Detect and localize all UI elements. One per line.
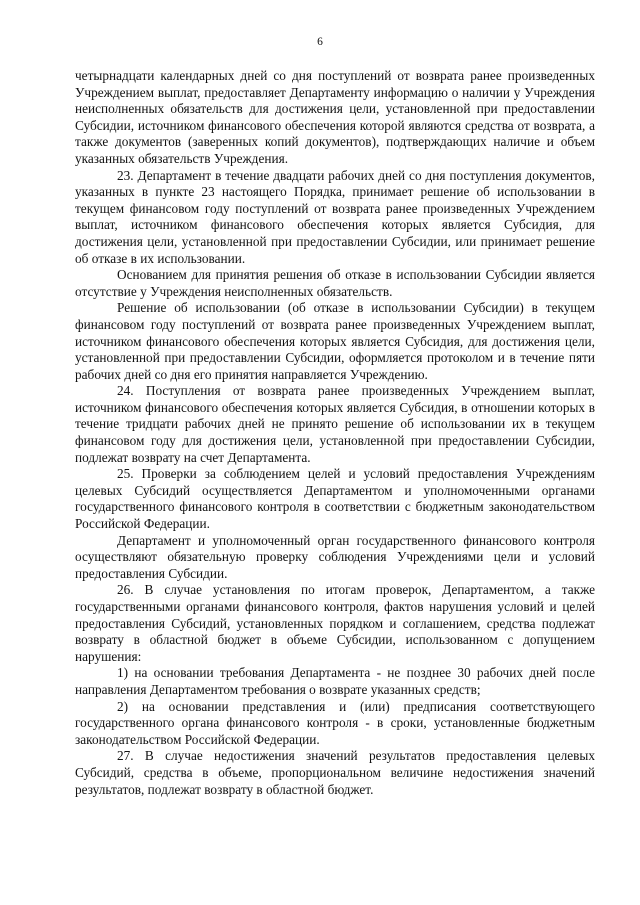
paragraph-26-item-2: 2) на основании представления и (или) предписания соответствующего государственного органа финансового контроля - в сроки, установленные бюджетным законодательством Российской Федерации. [75,698,595,747]
paragraph-25: 25. Проверки за соблюдением целей и условий предоставления Учреждениям целевых Субсидий осуществляется Департаментом и уполномоченными органами государственного финансового контроля в соответствии с бюджетным законодательством Российской Федерации. [75,466,595,532]
document-body [75,68,595,798]
paragraph-27: 27. В случае недостижения значений результатов предоставления целевых Субсидий, средства в объеме, пропорциональном величине недостижения значений результатов, подлежат возврату в областной бюджет. [75,748,595,797]
paragraph-continuation: четырнадцати календарных дней со дня поступлений от возврата ранее произведенных Учреждением выплат, предоставляет Департаменту информацию о наличии у Учреждения неисполненных обязательств для достижения цели, установленной при предоставлении Субсидии, источником финансового обеспечения которой являются средства от возврата, а также документов (заверенных копий документов), подтверждающих наличие и объем указанных обязательств Учреждения. [75,68,595,166]
page-number: 6 [317,36,323,48]
paragraph-24: 24. Поступления от возврата ранее произведенных Учреждением выплат, источником финансового обеспечения которых является Субсидия, в отношении которых в течение тридцати рабочих дней не принято решение об использовании их в текущем финансовом году для достижения цели, установленной при предоставлении Субсидии, подлежат возврату на счет Департамента. [75,383,595,465]
paragraph-26-item-1: 1) на основании требования Департамента - не позднее 30 рабочих дней после направления Департаментом требования о возврате указанных средств; [75,665,595,697]
paragraph-control: Департамент и уполномоченный орган государственного финансового контроля осуществляют обязательную проверку соблюдения Учреждениями цели и условий предоставления Субсидии. [75,532,595,581]
paragraph-decision: Решение об использовании (об отказе в использовании Субсидии) в текущем финансовом году поступлений от возврата ранее произведенных Учреждением выплат, источником финансового обеспечения которых является Субсидия, для достижения цели, установленной при предоставлении Субсидии, оформляется протоколом и в течение пяти рабочих дней со дня его принятия направляется Учреждению. [75,300,595,382]
paragraph-26: 26. В случае установления по итогам проверок, Департаментом, а также государственными органами финансового контроля, фактов нарушения условий и целей предоставления Субсидий, установленных порядком и соглашением, средства подлежат возврату в областной бюджет в объеме Субсидии, использованном с допущением нарушения: [75,582,595,664]
paragraph-refusal-basis: Основанием для принятия решения об отказе в использовании Субсидии является отсутствие у Учреждения неисполненных обязательств. [75,267,595,299]
paragraph-23: 23. Департамент в течение двадцати рабочих дней со дня поступления документов, указанных в пункте 23 настоящего Порядка, принимает решение об использовании в текущем финансовом году поступлений от возврата ранее произведенных Учреждением выплат, источником финансового обеспечения которых является Субсидия, для достижения цели, установленной при предоставлении Субсидии, или принимает решение об отказе в их использовании. [75,167,595,266]
